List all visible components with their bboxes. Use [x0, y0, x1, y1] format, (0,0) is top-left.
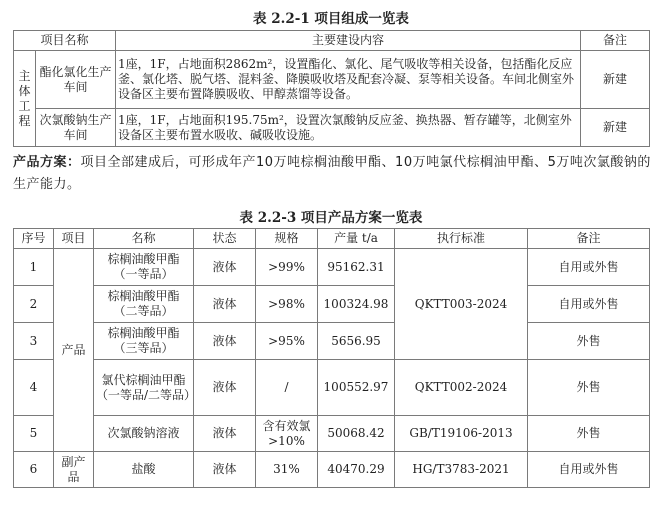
row-spec: 31% [256, 452, 318, 488]
row-spec: / [256, 360, 318, 416]
row-spec: >99% [256, 249, 318, 286]
header-output: 产量 t/a [318, 229, 395, 249]
row-name: 盐酸 [94, 452, 194, 488]
table-row [14, 452, 650, 488]
row-spec: >98% [256, 286, 318, 323]
header-note: 备注 [528, 229, 650, 249]
group-product: 产品 [54, 249, 94, 452]
row-no: 4 [14, 360, 54, 416]
row-output: 100552.97 [318, 360, 395, 416]
product-plan-text: 项目全部建成后，可形成年产10万吨棕榈油酸甲酯、10万吨氯代棕榈油甲酯、5万吨次氯酸钠的生产能力。 [13, 155, 651, 192]
row-state: 液体 [194, 323, 256, 360]
row-state: 液体 [194, 452, 256, 488]
standard-qktt002: QKTT002-2024 [395, 360, 528, 416]
row-name: 棕榈油酸甲酯（二等品） [94, 286, 194, 323]
table1-caption: 表 2.2-1 项目组成一览表 [253, 11, 409, 27]
table-row [14, 286, 650, 323]
row-note: 自用或外售 [528, 452, 650, 488]
row-no: 2 [14, 286, 54, 323]
row-note: 外售 [528, 360, 650, 416]
table-row [14, 360, 650, 416]
header-project-name: 项目名称 [14, 31, 116, 51]
header-name: 名称 [94, 229, 194, 249]
row-spec: 含有效氯>10% [256, 416, 318, 452]
standard-qktt003: QKTT003-2024 [395, 249, 528, 360]
table-row [14, 416, 650, 452]
table2-caption: 表 2.2-3 项目产品方案一览表 [239, 210, 423, 226]
header-content: 主要建设内容 [116, 31, 581, 51]
row2-name: 次氯酸钠生产车间 [36, 109, 116, 147]
row2-content: 1座，1F，占地面积195.75m²，设置次氯酸钠反应釜、换热器、暂存罐等，北侧室外设备区主要布置水吸收、碱吸收设施。 [116, 109, 581, 147]
row-output: 50068.42 [318, 416, 395, 452]
row1-name: 酯化氯化生产车间 [36, 51, 116, 109]
row-output: 40470.29 [318, 452, 395, 488]
product-plan-paragraph [13, 152, 653, 196]
row-state: 液体 [194, 286, 256, 323]
header-state: 状态 [194, 229, 256, 249]
row-no: 6 [14, 452, 54, 488]
row-name: 氯代棕榈油甲酯（一等品/二等品） [94, 360, 194, 416]
header-note: 备注 [581, 31, 650, 51]
row-note: 自用或外售 [528, 286, 650, 323]
table-row [14, 323, 650, 360]
row-name: 棕榈油酸甲酯（三等品） [94, 323, 194, 360]
standard-hg: HG/T3783-2021 [395, 452, 528, 488]
category-main-engineering: 主体工程 [14, 51, 36, 147]
row-no: 5 [14, 416, 54, 452]
table-row [14, 249, 650, 286]
product-plan-label: 产品方案： [13, 155, 81, 170]
row-no: 1 [14, 249, 54, 286]
header-item: 项目 [54, 229, 94, 249]
row1-note: 新建 [581, 51, 650, 109]
row-output: 95162.31 [318, 249, 395, 286]
row-note: 自用或外售 [528, 249, 650, 286]
group-byproduct: 副产品 [54, 452, 94, 488]
row-note: 外售 [528, 323, 650, 360]
header-no: 序号 [14, 229, 54, 249]
row2-note: 新建 [581, 109, 650, 147]
row-state: 液体 [194, 249, 256, 286]
row-note: 外售 [528, 416, 650, 452]
row-state: 液体 [194, 416, 256, 452]
row-output: 5656.95 [318, 323, 395, 360]
row-no: 3 [14, 323, 54, 360]
header-standard: 执行标准 [395, 229, 528, 249]
row-state: 液体 [194, 360, 256, 416]
standard-gb: GB/T19106-2013 [395, 416, 528, 452]
row-name: 棕榈油酸甲酯（一等品） [94, 249, 194, 286]
header-spec: 规格 [256, 229, 318, 249]
row1-content: 1座，1F，占地面积2862m²，设置酯化、氯化、尾气吸收等相关设备，包括酯化反应釜、氯化塔、脱气塔、混料釜、降膜吸收塔及配套冷凝、泵等相关设备。车间北侧室外设备区主要布置降膜吸收、甲醇蒸馏等设备。 [116, 51, 581, 109]
project-composition-table [13, 30, 650, 147]
row-spec: >95% [256, 323, 318, 360]
row-name: 次氯酸钠溶液 [94, 416, 194, 452]
row-output: 100324.98 [318, 286, 395, 323]
product-plan-table [13, 228, 650, 488]
